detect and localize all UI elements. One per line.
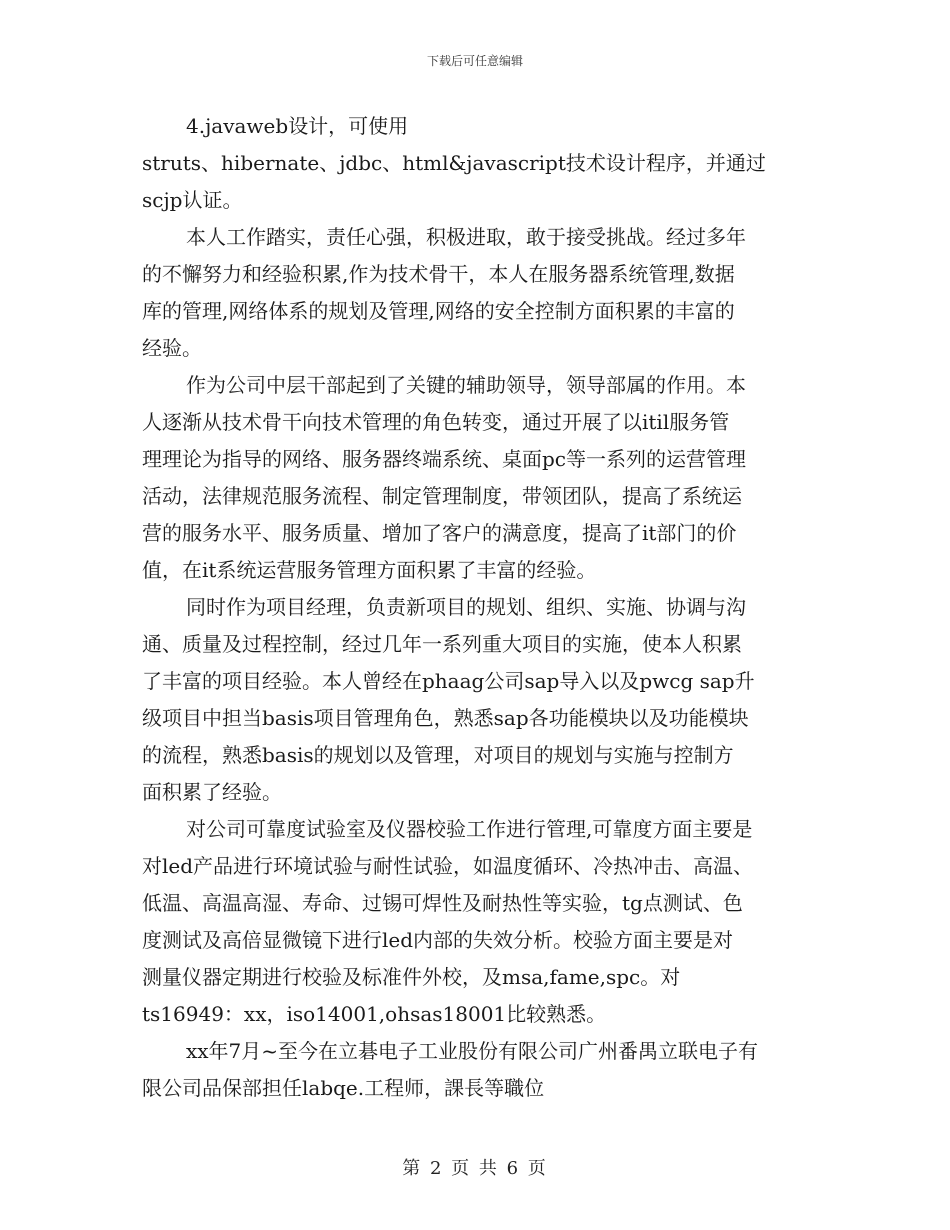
text-line: 同时作为项目经理，负责新项目的规划、组织、实施、协调与沟: [186, 595, 746, 619]
text-line: ts16949：xx，iso14001,ohsas18001比较熟悉。: [142, 1002, 607, 1026]
text-line: 测量仪器定期进行校验及标准件外校，及msa,fame,spc。对: [142, 965, 681, 989]
text-line: 级项目中担当basis项目管理角色，熟悉sap各功能模块以及功能模块: [142, 706, 749, 730]
text-line: 营的服务水平、服务质量、增加了客户的满意度，提高了it部门的价: [142, 521, 737, 545]
text-line: scjp认证。: [142, 188, 243, 212]
page-number-footer: 第 2 页 共 6 页: [402, 1158, 548, 1179]
text-line: 库的管理,网络体系的规划及管理,网络的安全控制方面积累的丰富的: [142, 299, 735, 323]
text-line: 4.javaweb设计，可使用: [186, 114, 409, 138]
text-line: 的流程，熟悉basis的规划以及管理，对项目的规划与实施与控制方: [142, 743, 734, 767]
text-line: 作为公司中层干部起到了关键的辅助领导，领导部属的作用。本: [186, 373, 746, 397]
text-line: 限公司品保部担任labqe.工程师，課長等職位: [142, 1076, 545, 1100]
text-line: struts、hibernate、jdbc、html&javascript技术设计程序，并通过: [142, 151, 766, 175]
text-line: 度测试及高倍显微镜下进行led内部的失效分析。校验方面主要是对: [142, 928, 734, 952]
text-line: 本人工作踏实，责任心强，积极进取，敢于接受挑战。经过多年: [186, 225, 746, 249]
page-header: 下载后可任意编辑: [426, 54, 523, 68]
text-line: 经验。: [142, 336, 202, 360]
text-line: 活动，法律规范服务流程、制定管理制度，带领团队，提高了系统运: [142, 484, 742, 508]
text-line: xx年7月~至今在立碁电子工业股份有限公司广州番禺立联电子有: [186, 1039, 759, 1063]
text-line: 了丰富的项目经验。本人曾经在phaag公司sap导入以及pwcg sap升: [142, 669, 755, 693]
document-body: [142, 108, 810, 1107]
text-line: 对led产品进行环境试验与耐性试验，如温度循环、冷热冲击、高温、: [142, 854, 754, 878]
text-line: 人逐渐从技术骨干向技术管理的角色转变，通过开展了以itil服务管: [142, 410, 730, 434]
text-line: 低温、高温高湿、寿命、过锡可焊性及耐热性等实验，tg点测试、色: [142, 891, 743, 915]
text-line: 面积累了经验。: [142, 780, 282, 804]
text-line: 理理论为指导的网络、服务器终端系统、桌面pc等一系列的运营管理: [142, 447, 747, 471]
text-line: 的不懈努力和经验积累,作为技术骨干，本人在服务器系统管理,数据: [142, 262, 735, 286]
text-line: 通、质量及过程控制，经过几年一系列重大项目的实施，使本人积累: [142, 632, 742, 656]
text-line: 值，在it系统运营服务管理方面积累了丰富的经验。: [142, 558, 597, 582]
text-line: 对公司可靠度试验室及仪器校验工作进行管理,可靠度方面主要是: [186, 817, 753, 841]
